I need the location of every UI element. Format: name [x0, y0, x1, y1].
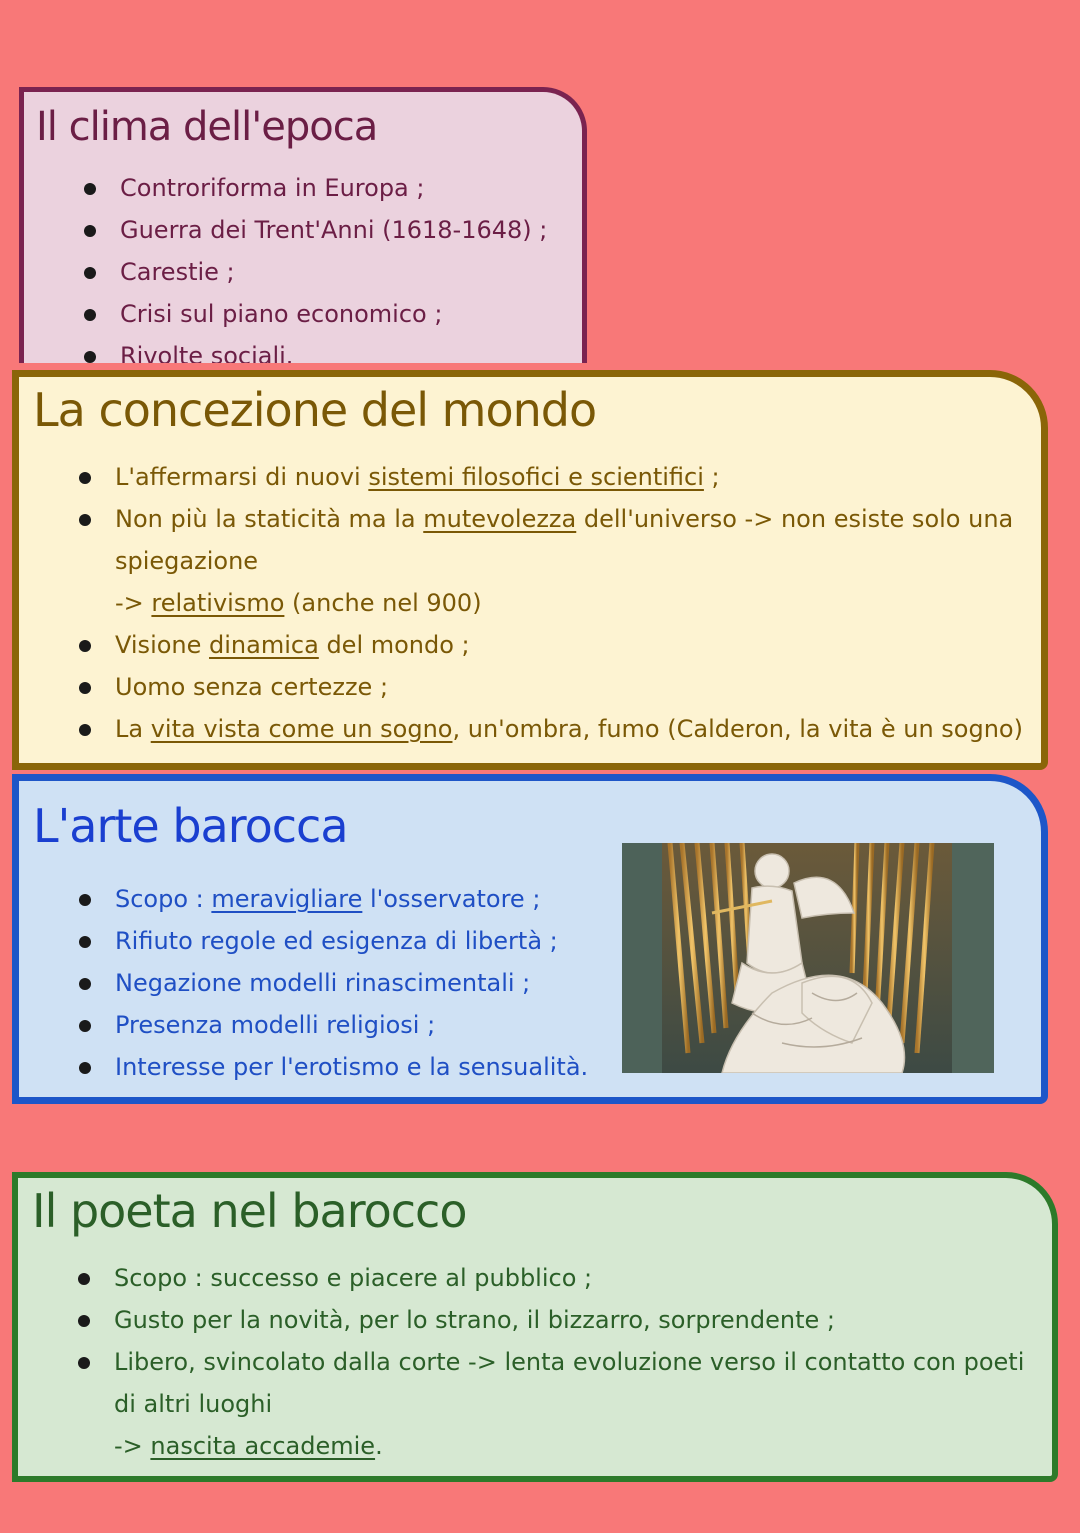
- bullet-icon: [79, 894, 91, 906]
- bullet-icon: [79, 682, 91, 694]
- bullet-list: [19, 459, 1023, 753]
- card-arte-barocca: [12, 774, 1048, 1104]
- list-item: Libero, svincolato dalla corte -> lenta evoluzione verso il contatto con poeti: [18, 1344, 1024, 1386]
- list-item: Carestie ;: [24, 254, 547, 296]
- bullet-icon: [79, 1020, 91, 1032]
- section-title: Il poeta nel barocco: [32, 1184, 467, 1238]
- list-item: Uomo senza certezze ;: [19, 669, 1023, 711]
- bullet-list: [19, 881, 588, 1091]
- card-clima-epoca: [19, 87, 587, 363]
- list-item-continuation: spiegazione: [115, 547, 259, 575]
- bullet-icon: [79, 514, 91, 526]
- bullet-icon: [79, 978, 91, 990]
- bullet-list: [24, 170, 547, 363]
- list-item: Rifiuto regole ed esigenza di libertà ;: [19, 923, 588, 965]
- bullet-icon: [79, 724, 91, 736]
- list-item: Interesse per l'erotismo e la sensualità.: [19, 1049, 588, 1091]
- bullet-icon: [78, 1315, 90, 1327]
- list-item: Gusto per la novità, per lo strano, il bizzarro, sorprendente ;: [18, 1302, 1024, 1344]
- list-item: Negazione modelli rinascimentali ;: [19, 965, 588, 1007]
- bullet-icon: [78, 1273, 90, 1285]
- list-item: Presenza modelli religiosi ;: [19, 1007, 588, 1049]
- section-title: Il clima dell'epoca: [36, 104, 378, 150]
- bullet-list: [18, 1260, 1024, 1470]
- list-item: Crisi sul piano economico ;: [24, 296, 547, 338]
- bullet-icon: [84, 309, 96, 321]
- list-item: Scopo : meravigliare l'osservatore ;: [19, 881, 588, 923]
- list-item: Visione dinamica del mondo ;: [19, 627, 1023, 669]
- bullet-icon: [79, 472, 91, 484]
- list-item: Scopo : successo e piacere al pubblico ;: [18, 1260, 1024, 1302]
- list-item: Non più la staticità ma la mutevolezza dell'universo -> non esiste solo una: [19, 501, 1023, 543]
- bullet-icon: [78, 1357, 90, 1369]
- bullet-icon: [84, 225, 96, 237]
- list-item: Rivolte sociali.: [24, 338, 547, 363]
- list-item-continuation: -> relativismo (anche nel 900): [115, 589, 482, 617]
- list-item: Controriforma in Europa ;: [24, 170, 547, 212]
- bullet-icon: [79, 640, 91, 652]
- bullet-icon: [84, 351, 96, 363]
- bullet-icon: [79, 1062, 91, 1074]
- section-title: La concezione del mondo: [33, 383, 597, 437]
- list-item: L'affermarsi di nuovi sistemi filosofici e scientifici ;: [19, 459, 1023, 501]
- baroque-sculpture-photo: [622, 843, 994, 1073]
- card-poeta-barocco: [12, 1172, 1058, 1482]
- list-item-continuation: di altri luoghi: [114, 1390, 273, 1418]
- bullet-icon: [84, 183, 96, 195]
- list-item: La vita vista come un sogno, un'ombra, fumo (Calderon, la vita è un sogno): [19, 711, 1023, 753]
- section-title: L'arte barocca: [33, 799, 348, 853]
- list-item-continuation: -> nascita accademie.: [114, 1432, 383, 1460]
- card-concezione-mondo: [12, 370, 1048, 770]
- bullet-icon: [84, 267, 96, 279]
- bullet-icon: [79, 936, 91, 948]
- list-item: Guerra dei Trent'Anni (1618-1648) ;: [24, 212, 547, 254]
